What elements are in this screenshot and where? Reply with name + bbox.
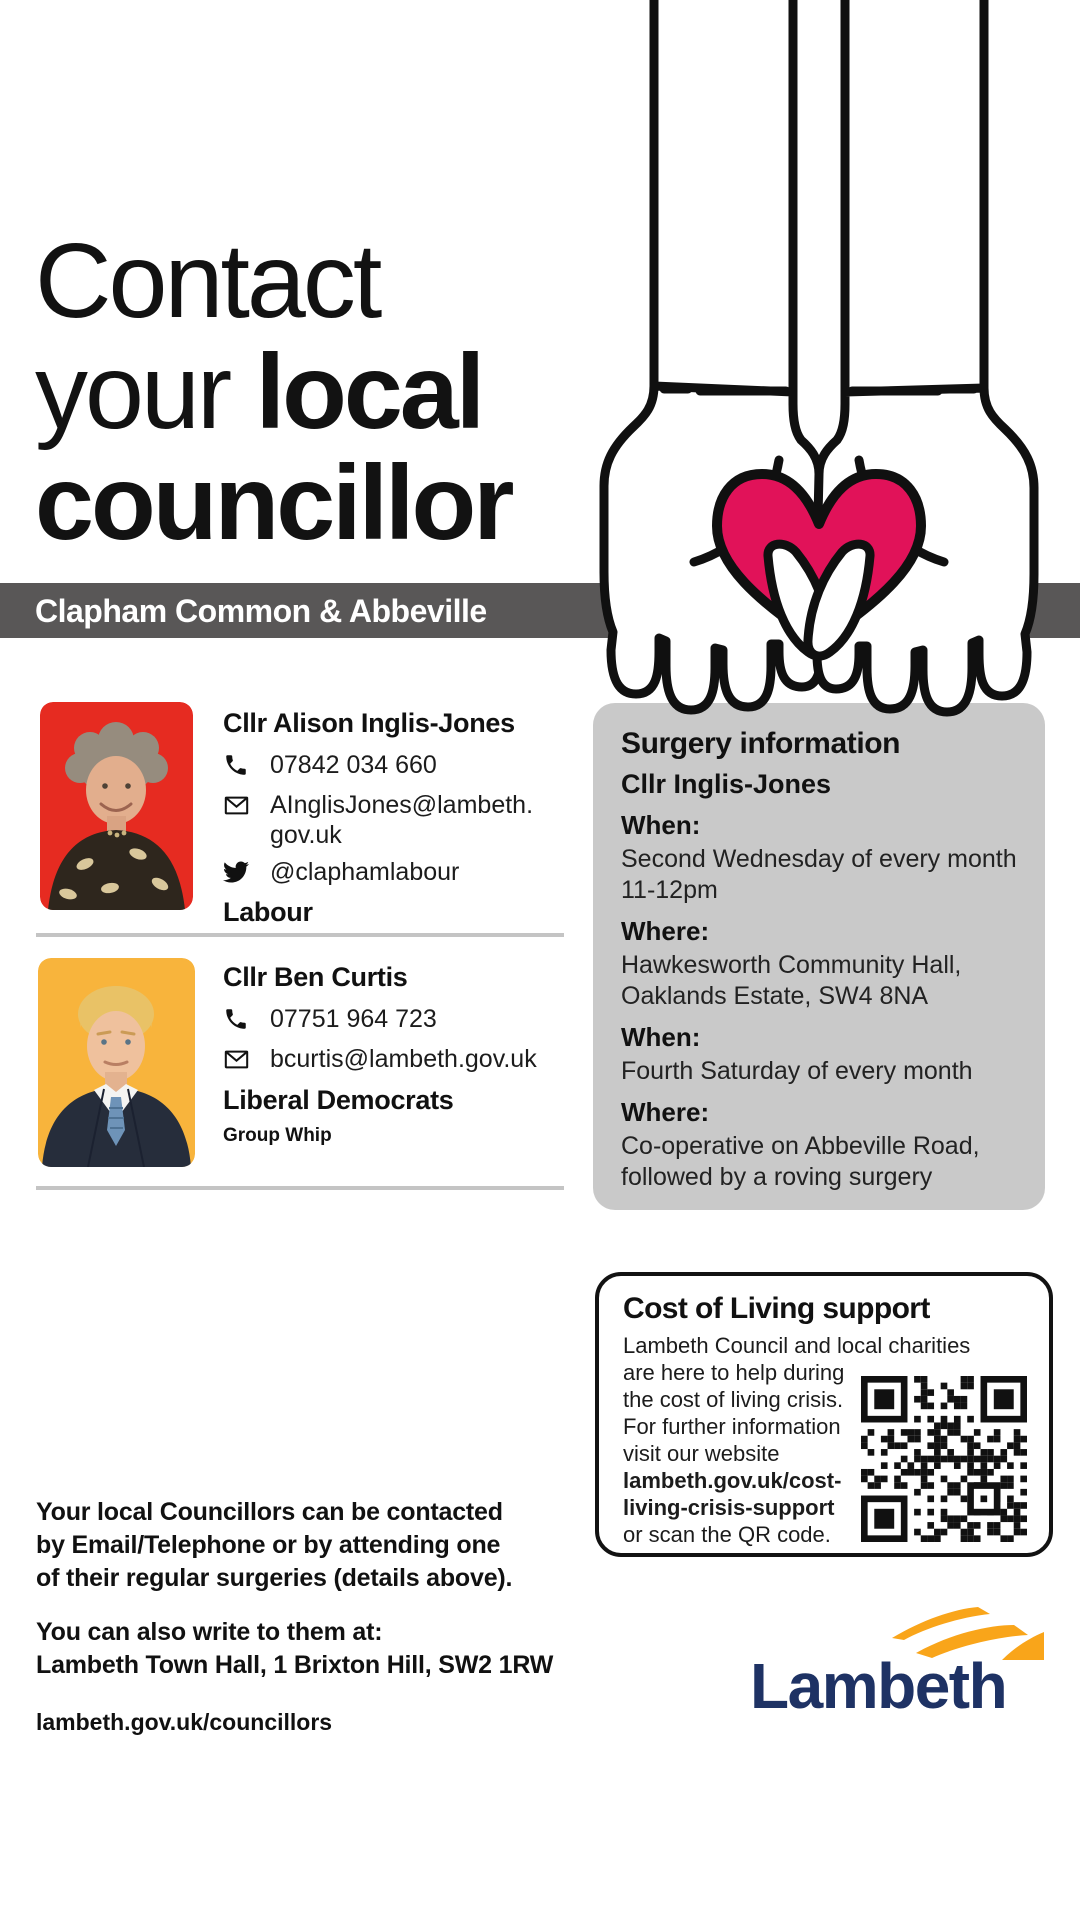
surgery-title: Surgery information	[621, 727, 901, 760]
phone-icon	[223, 1004, 251, 1037]
ward-banner	[0, 583, 1080, 638]
email-row	[223, 1044, 593, 1078]
contact-note-line: by Email/Telephone or by attending one	[36, 1531, 501, 1559]
email-address: bcurtis@lambeth.gov.uk	[270, 1045, 537, 1073]
phone-icon	[223, 750, 251, 783]
where-value: Hawkesworth Community Hall, Oaklands Estate, SW4 8NA	[621, 951, 962, 1010]
cost-link-line: living-crisis-support	[623, 1495, 835, 1520]
title-line-1: Contact	[35, 222, 380, 340]
twitter-handle: @claphamlabour	[270, 858, 460, 886]
avatar-curtis	[38, 958, 195, 1167]
cost-of-living-box	[595, 1272, 1053, 1557]
write-to-line: You can also write to them at:	[36, 1618, 383, 1646]
divider	[36, 1186, 564, 1190]
councillor-card-inglis-jones	[223, 708, 593, 928]
when-label: When:	[621, 1022, 701, 1052]
councillor-photo-inglis-jones	[40, 702, 193, 910]
address-line: Lambeth Town Hall, 1 Brixton Hill, SW2 1RW	[36, 1651, 554, 1679]
palm-creases	[694, 460, 944, 562]
cost-body-line: are here to help during	[623, 1360, 845, 1385]
page-title	[35, 222, 512, 562]
arm-lines	[654, 0, 984, 392]
cuff-marks	[664, 389, 974, 391]
phone-row	[223, 750, 593, 783]
surgery-entry	[621, 810, 1017, 1012]
footer-contact-info	[36, 1496, 556, 1736]
divider	[36, 933, 564, 937]
when-value: Second Wednesday of every month 11-12pm	[621, 845, 1017, 904]
right-hand	[817, 388, 1034, 712]
where-value: Co-operative on Abbeville Road, followed by a roving surgery	[621, 1132, 980, 1191]
surgery-information-box	[593, 703, 1045, 1210]
councillor-name: Cllr Alison Inglis-Jones	[223, 708, 515, 738]
ward-banner-label: Clapham Common & Abbeville	[35, 593, 487, 629]
cost-body-line: Lambeth Council and local charities	[623, 1333, 971, 1358]
left-hand	[604, 386, 821, 710]
qr-code	[861, 1376, 1027, 1542]
lambeth-wordmark: Lambeth	[750, 1650, 1007, 1722]
contact-note-line: Your local Councillors can be contacted	[36, 1498, 503, 1526]
email-row	[223, 790, 593, 850]
phone-number: 07751 964 723	[270, 1005, 437, 1033]
avatar-inglis-jones	[40, 702, 193, 910]
role-label: Group Whip	[223, 1125, 332, 1146]
cost-title: Cost of Living support	[623, 1292, 930, 1325]
when-label: When:	[621, 810, 701, 840]
surgery-entry	[621, 1022, 1017, 1193]
twitter-row	[223, 857, 593, 890]
phone-number: 07842 034 660	[270, 751, 437, 779]
councillor-name: Cllr Ben Curtis	[223, 962, 408, 992]
councillor-card-curtis	[223, 962, 593, 1147]
phone-row	[223, 1004, 593, 1037]
cost-body-line: For further information	[623, 1414, 841, 1439]
envelope-icon	[223, 1044, 251, 1078]
title-line-3: councillor	[35, 444, 512, 562]
when-value: Fourth Saturday of every month	[621, 1057, 973, 1085]
title-line-2-regular: your	[35, 333, 256, 451]
qr-code-svg	[861, 1376, 1027, 1542]
email-address: AInglisJones@lambeth. gov.uk	[270, 791, 534, 849]
where-label: Where:	[621, 916, 710, 946]
where-label: Where:	[621, 1097, 710, 1127]
councillor-photo-curtis	[38, 958, 195, 1167]
cost-body-line: visit our website	[623, 1441, 780, 1466]
surgery-councillor: Cllr Inglis-Jones	[621, 769, 832, 799]
cost-link-line: lambeth.gov.uk/cost-	[623, 1468, 842, 1493]
lambeth-logo	[748, 1598, 1048, 1723]
envelope-icon	[223, 790, 251, 824]
title-line-2-bold: local	[255, 333, 483, 451]
cost-tail-line: or scan the QR code.	[623, 1522, 831, 1547]
cost-body-line: the cost of living crisis.	[623, 1387, 844, 1412]
party-label: Liberal Democrats	[223, 1085, 454, 1115]
contact-note-line: of their regular surgeries (details above).	[36, 1564, 513, 1592]
party-label: Labour	[223, 897, 313, 927]
councillors-website: lambeth.gov.uk/councillors	[36, 1709, 333, 1735]
twitter-bird-icon	[223, 857, 251, 890]
